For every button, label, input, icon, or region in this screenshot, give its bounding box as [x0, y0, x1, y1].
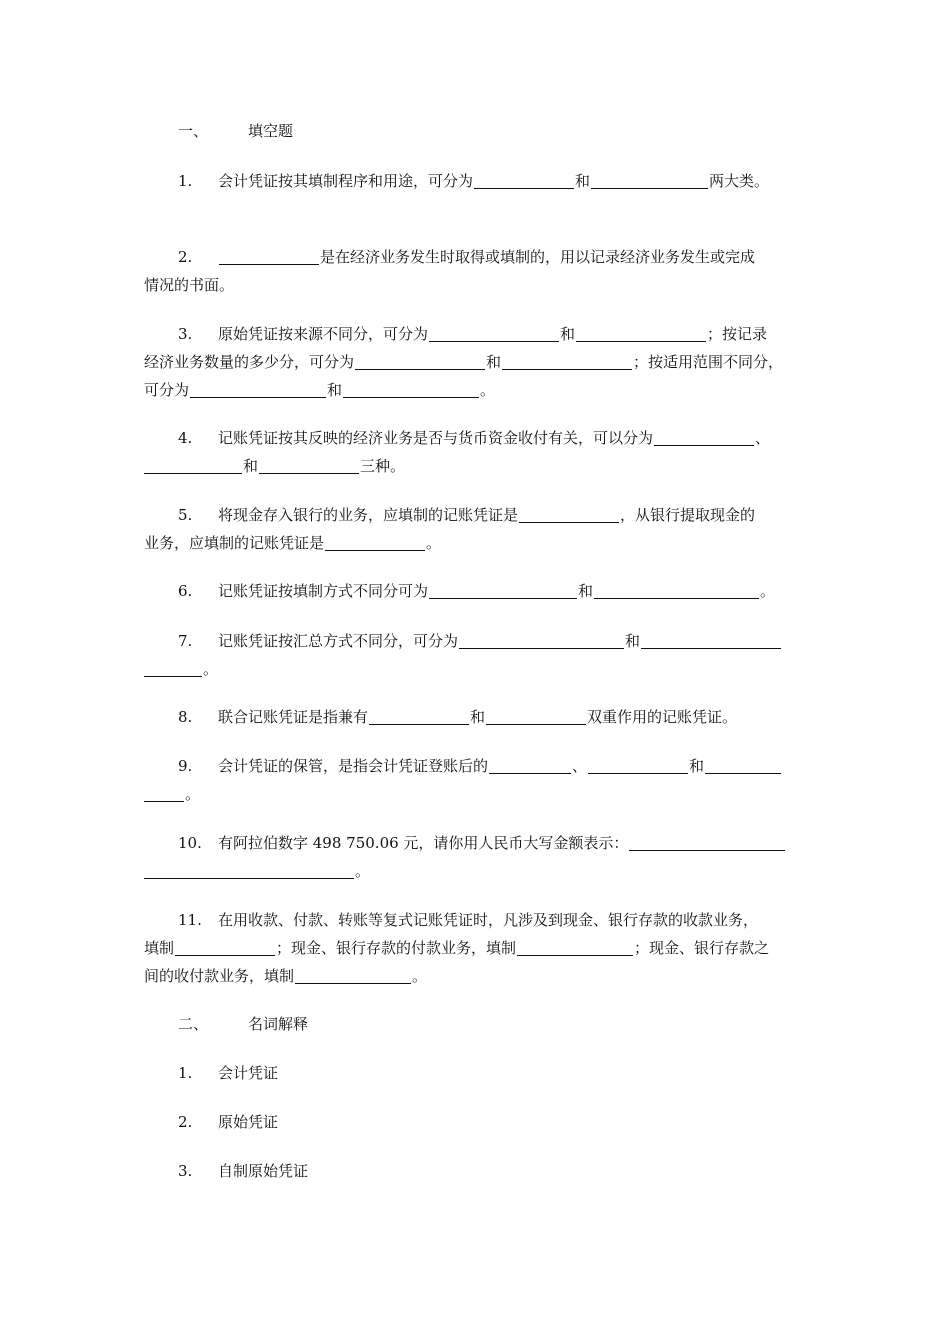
question-text: 和	[689, 757, 705, 775]
question-text: ；现金、银行存款的付款业务，填制	[276, 939, 517, 957]
question-text: 。	[203, 660, 219, 678]
answer-blank[interactable]	[175, 939, 275, 956]
question-text: 和	[578, 582, 594, 600]
answer-blank[interactable]	[343, 381, 479, 398]
question-text: 经济业务数量的多少分，可分为	[144, 353, 355, 371]
section-heading-fill-blank	[144, 117, 807, 145]
question-number: 3.	[178, 325, 193, 343]
question-text: 。	[185, 785, 201, 803]
question-number: 7.	[178, 632, 193, 650]
question-4	[144, 424, 807, 452]
answer-blank[interactable]	[295, 967, 411, 984]
question-number: 8.	[178, 708, 193, 726]
answer-blank[interactable]	[144, 862, 354, 879]
section-number: 一、	[178, 122, 209, 140]
question-8	[144, 703, 807, 731]
question-number: 10.	[178, 834, 202, 852]
answer-blank[interactable]	[429, 582, 577, 599]
answer-blank[interactable]	[190, 381, 326, 398]
question-number: 4.	[178, 429, 193, 447]
answer-blank[interactable]	[369, 708, 469, 725]
question-number: 1.	[178, 172, 193, 190]
question-text: 是在经济业务发生时取得或填制的，用以记录经济业务发生或完成	[320, 248, 756, 266]
answer-blank[interactable]	[259, 457, 359, 474]
answer-blank[interactable]	[502, 353, 632, 370]
term-text: 会计凭证	[218, 1064, 279, 1082]
question-3-line-2	[144, 348, 807, 376]
question-text: 和	[327, 381, 343, 399]
question-text: 、	[755, 429, 771, 447]
question-text: 会计凭证按其填制程序和用途，可分为	[218, 172, 474, 190]
question-3-line-3	[144, 376, 807, 404]
answer-blank[interactable]	[355, 353, 485, 370]
question-number: 2.	[178, 248, 193, 266]
question-text: 可分为	[144, 381, 190, 399]
question-10	[144, 829, 807, 857]
question-3	[144, 320, 807, 348]
question-text: 间的收付款业务，填制	[144, 967, 295, 985]
question-text: 、	[572, 757, 588, 775]
term-item	[144, 1059, 807, 1087]
question-text: 情况的书面。	[144, 276, 235, 294]
question-text: 原始凭证按来源不同分，可分为	[218, 325, 429, 343]
answer-blank[interactable]	[144, 457, 242, 474]
question-text: 将现金存入银行的业务，应填制的记账凭证是	[218, 506, 519, 524]
question-2-line-2	[144, 271, 807, 299]
question-9	[144, 752, 807, 780]
question-number: 9.	[178, 757, 193, 775]
question-number: 11.	[178, 911, 202, 929]
question-text: 。	[426, 534, 442, 552]
question-text: 填制	[144, 939, 175, 957]
answer-blank[interactable]	[594, 582, 759, 599]
answer-blank[interactable]	[705, 757, 781, 774]
question-text: 记账凭证按其反映的经济业务是否与货币资金收付有关，可以分为	[218, 429, 654, 447]
question-7	[144, 627, 807, 655]
question-number: 5.	[178, 506, 193, 524]
answer-blank[interactable]	[325, 534, 425, 551]
answer-blank[interactable]	[459, 632, 624, 649]
answer-blank[interactable]	[591, 172, 708, 189]
question-text: 和	[486, 353, 502, 371]
term-text: 自制原始凭证	[218, 1162, 309, 1180]
answer-blank[interactable]	[519, 506, 619, 523]
question-11-line-2	[144, 934, 807, 962]
question-text: 三种。	[360, 457, 406, 475]
term-number: 1.	[178, 1064, 193, 1082]
question-text: 会计凭证的保管，是指会计凭证登账后的	[218, 757, 489, 775]
question-text: 。	[480, 381, 496, 399]
question-text: ；按适用范围不同分，	[633, 353, 784, 371]
section-number: 二、	[178, 1015, 209, 1033]
question-text: 。	[355, 862, 371, 880]
answer-blank[interactable]	[576, 325, 706, 342]
question-text: 和	[625, 632, 641, 650]
question-text: 有阿拉伯数字 498 750.06 元，请你用人民币大写金额表示：	[218, 834, 629, 852]
answer-blank[interactable]	[654, 429, 754, 446]
question-text: 两大类。	[709, 172, 770, 190]
question-10-line-2	[144, 857, 807, 885]
term-text: 原始凭证	[218, 1113, 279, 1131]
answer-blank[interactable]	[486, 708, 586, 725]
answer-blank[interactable]	[489, 757, 571, 774]
question-text: 。	[412, 967, 428, 985]
question-text: ，从银行提取现金的	[620, 506, 756, 524]
answer-blank[interactable]	[144, 660, 202, 677]
question-text: 记账凭证按填制方式不同分可为	[218, 582, 429, 600]
question-9-line-2	[144, 780, 807, 808]
section-title: 名词解释	[248, 1015, 309, 1033]
section-title: 填空题	[248, 122, 294, 140]
question-11	[144, 906, 807, 934]
question-text: ；现金、银行存款之	[634, 939, 770, 957]
question-text: 在用收款、付款、转账等复式记账凭证时，凡涉及到现金、银行存款的收款业务，	[218, 911, 759, 929]
question-text: 和	[560, 325, 576, 343]
question-4-line-2	[144, 452, 807, 480]
question-number: 6.	[178, 582, 193, 600]
question-text: 业务，应填制的记账凭证是	[144, 534, 325, 552]
answer-blank[interactable]	[219, 248, 319, 265]
question-text: 和	[470, 708, 486, 726]
question-text: 记账凭证按汇总方式不同分，可分为	[218, 632, 459, 650]
answer-blank[interactable]	[588, 757, 688, 774]
section-heading-terms	[144, 1010, 807, 1038]
answer-blank[interactable]	[517, 939, 633, 956]
question-5	[144, 501, 807, 529]
term-item	[144, 1108, 807, 1136]
question-1	[144, 167, 807, 195]
question-7-line-2	[144, 655, 807, 683]
question-text: ；按记录	[707, 325, 768, 343]
answer-blank[interactable]	[641, 632, 781, 649]
question-11-line-3	[144, 962, 807, 990]
answer-blank[interactable]	[144, 785, 184, 802]
question-6	[144, 577, 807, 605]
question-text: 双重作用的记账凭证。	[587, 708, 738, 726]
answer-blank[interactable]	[429, 325, 559, 342]
question-2	[144, 243, 807, 271]
question-5-line-2	[144, 529, 807, 557]
term-item	[144, 1157, 807, 1185]
question-text: 联合记账凭证是指兼有	[218, 708, 369, 726]
question-text: 。	[760, 582, 776, 600]
term-number: 3.	[178, 1162, 193, 1180]
question-text: 和	[575, 172, 591, 190]
term-number: 2.	[178, 1113, 193, 1131]
answer-blank[interactable]	[629, 834, 785, 851]
question-text: 和	[243, 457, 259, 475]
answer-blank[interactable]	[474, 172, 574, 189]
